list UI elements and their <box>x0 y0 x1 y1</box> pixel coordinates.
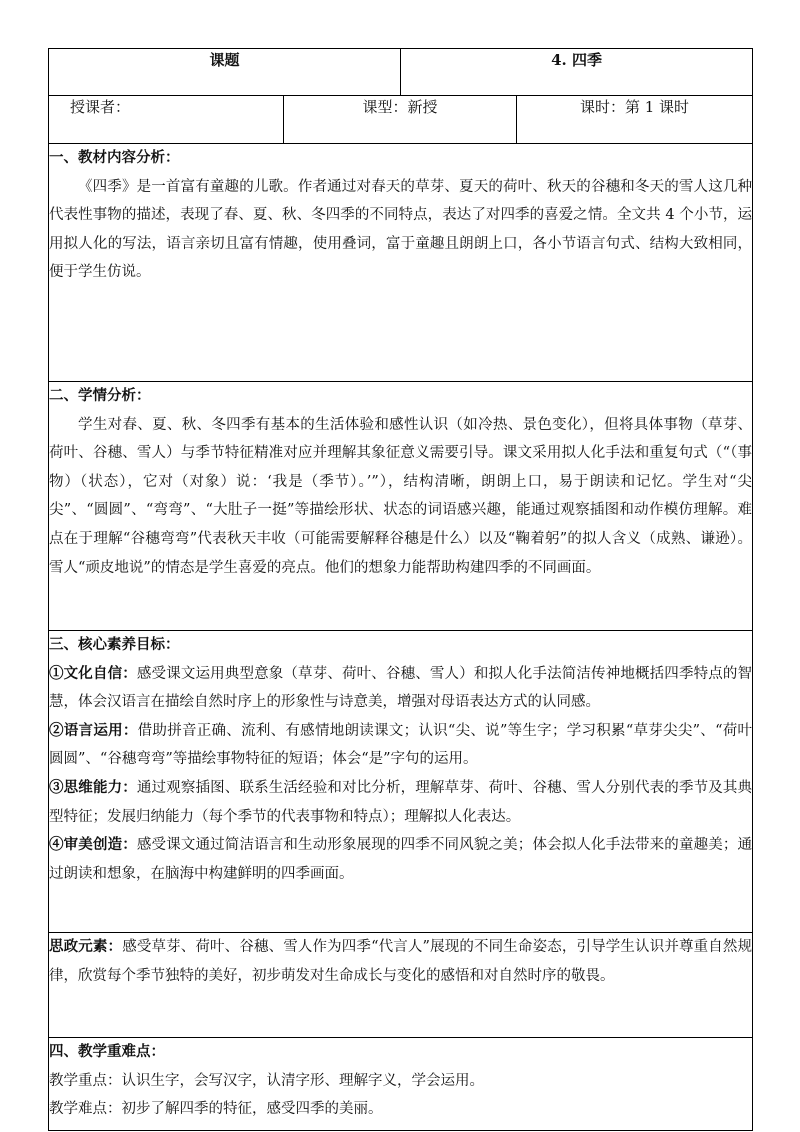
goal-label: ①文化自信： <box>49 664 137 682</box>
title-value: 4. 四季 <box>401 49 753 96</box>
section-heading: 一、教材内容分析： <box>49 149 180 166</box>
goal-label: ④审美创造： <box>49 836 137 854</box>
goal-text: 通过观察插图、联系生活经验和对比分析，理解草芽、荷叶、谷穗、雪人分别代表的季节及其典型特征；发展归纳能力（每个季节的代表事物和特点）；理解拟人化表达。 <box>49 779 753 825</box>
title-label: 课题 <box>49 49 401 96</box>
goal-item <box>49 774 752 831</box>
lesson-time-cell: 课时：第 1 课时 <box>517 96 753 144</box>
goal-item <box>49 717 752 774</box>
title-row <box>49 49 753 96</box>
difficulty: 教学难点：初步了解四季的特征，感受四季的美丽。 <box>49 1101 383 1118</box>
goal-text: 借助拼音正确、流利、有感情地朗读课文；认识“尖、说”等生字；学习积累“草芽尖尖”、“荷叶圆圆”、“谷穗弯弯”等描绘事物特征的短语；体会“是”字句的运用。 <box>49 722 753 768</box>
goal-label: ②语言运用： <box>49 721 138 739</box>
lesson-plan-sheet <box>48 48 752 1131</box>
section-body: 学生对春、夏、秋、冬四季有基本的生活体验和感性认识（如冷热、景色变化），但将具体事物（草芽、荷叶、谷穗、雪人）与季节特征精准对应并理解其象征意义需要引导。课文采用拟人化手法和重复句式（“（事物）（状态），它对（对象）说：‘我是（季节）。’”），结构清晰，朗朗上口，易于朗读和记忆。学生对“尖尖”、“圆圆”、“弯弯”、“大肚子一挺”等描绘形状、状态的词语感兴趣，能通过观察插图和动作模仿理解。难点在于理解“谷穗弯弯”代表秋天丰收（可能需要解释谷穗是什么）以及“鞠着躬”的拟人含义（成熟、谦逊）。雪人“顽皮地说”的情态是学生喜爱的亮点。他们的想象力能帮助构建四季的不同画面。 <box>49 416 753 576</box>
section-core-goals <box>49 631 753 933</box>
section-heading: 三、核心素养目标： <box>49 636 180 653</box>
section-ideology <box>49 933 753 1038</box>
lesson-plan-table <box>48 48 753 1131</box>
section-material-analysis <box>49 144 753 382</box>
key-point: 教学重点：认识生字，会写汉字，认清字形、理解字义，学会运用。 <box>49 1072 484 1089</box>
goal-text: 感受课文通过简洁语言和生动形象展现的四季不同风貌之美；体会拟人化手法带来的童趣美；通过朗读和想象，在脑海中构建鲜明的四季画面。 <box>49 837 753 882</box>
teacher-cell: 授课者： <box>49 96 284 144</box>
goal-item <box>49 660 752 717</box>
goal-label: ③思维能力： <box>49 778 137 796</box>
section-text: 感受草芽、荷叶、谷穗、雪人作为四季“代言人”展现的不同生命姿态，引导学生认识并尊重自然规律，欣赏每个季节独特的美好，初步萌发对生命成长与变化的感悟和对自然时序的敬畏。 <box>49 939 753 984</box>
section-heading: 四、教学重难点： <box>49 1043 165 1060</box>
section-key-difficulties <box>49 1038 753 1131</box>
section-body <box>49 933 752 990</box>
lesson-type-cell: 课型：新授 <box>284 96 517 144</box>
goal-text: 感受课文运用典型意象（草芽、荷叶、谷穗、雪人）和拟人化手法简洁传神地概括四季特点的智慧，体会汉语言在描绘自然时序上的形象性与诗意美，增强对母语表达方式的认同感。 <box>49 665 753 711</box>
section-body: 《四季》是一首富有童趣的儿歌。作者通过对春天的草芽、夏天的荷叶、秋天的谷穗和冬天的雪人这几种代表性事物的描述，表现了春、夏、秋、冬四季的不同特点，表达了对四季的喜爱之情。全文共 4 个小节，运用拟人化的写法，语言亲切且富有情趣，使用叠词，富于童趣且朗朗上口，各小节语言句式、结构大致相同，便于学生仿说。 <box>49 178 753 281</box>
section-label: 思政元素： <box>49 938 123 955</box>
section-student-analysis <box>49 382 753 631</box>
meta-row <box>49 96 753 144</box>
goal-item <box>49 831 752 888</box>
section-heading: 二、学情分析： <box>49 387 151 404</box>
